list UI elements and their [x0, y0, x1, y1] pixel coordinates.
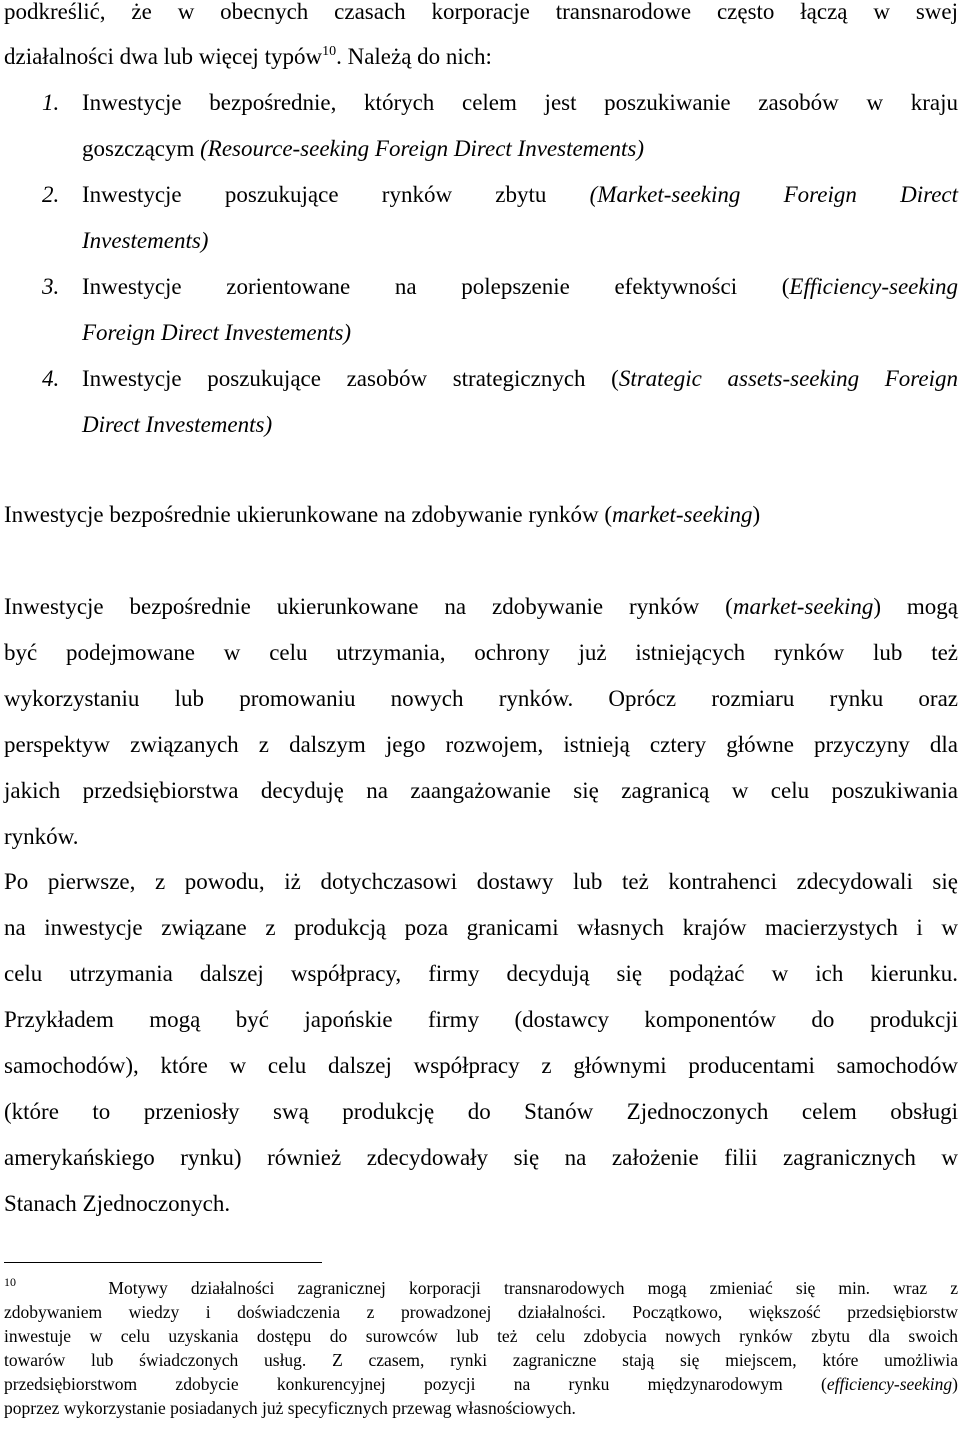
list-item-2-line-1	[82, 180, 958, 210]
list-number: 4.	[42, 366, 60, 391]
intro-line-1	[4, 0, 958, 27]
para-text: samochodów), które w celu dalszej współpracy z głównymi producentami samochodów	[4, 1053, 958, 1078]
para-text: być podejmowane w celu utrzymania, ochrony już istniejących rynków lub też	[4, 640, 958, 665]
footnote-line-1	[4, 1276, 958, 1300]
list-italic-text: (Resource-seeking Foreign Direct Investements)	[200, 136, 644, 161]
footnote-line-5	[4, 1372, 958, 1396]
heading-text: Inwestycje bezpośrednie ukierunkowane na zdobywanie rynków (	[4, 502, 613, 527]
list-item-1-line-1	[82, 88, 958, 118]
footnote-line-3	[4, 1324, 958, 1348]
footnote-text: zdobywaniem wiedzy i doświadczenia z prowadzonej działalności. Początkowo, większość przedsiębiorstw	[4, 1302, 958, 1322]
footnote-text: poprzez wykorzystanie posiadanych już specyficznych przewag własnościowych.	[4, 1398, 576, 1418]
para-text: perspektyw związanych z dalszym jego rozwojem, istnieją cztery główne przyczyny dla	[4, 732, 958, 757]
footnote-text: Motywy działalności zagranicznej korporacji transnarodowych mogą zmieniać się min. wraz z	[108, 1278, 958, 1298]
para-text: na inwestycje związane z produkcją poza granicami własnych krajów macierzystych i w	[4, 915, 958, 940]
footnote-separator	[4, 1262, 322, 1263]
para-text: (które to przeniosły swą produkcję do Stanów Zjednoczonych celem obsługi	[4, 1099, 958, 1124]
list-italic-text: Investements)	[82, 228, 209, 253]
list-italic-text: Efficiency-seeking	[789, 274, 958, 299]
heading-italic-text: market-seeking	[612, 502, 753, 527]
list-italic-text: Strategic assets-seeking Foreign	[618, 366, 958, 391]
footnote-line-4	[4, 1348, 958, 1372]
list-item-4-line-1	[82, 364, 958, 394]
list-italic-text: Foreign Direct Investements)	[82, 320, 352, 345]
para-text: wykorzystaniu lub promowaniu nowych rynków. Oprócz rozmiaru rynku oraz	[4, 686, 958, 711]
list-italic-text: (Market-seeking Foreign Direct	[589, 182, 958, 207]
list-text: Inwestycje poszukujące zasobów strategicznych (	[82, 366, 619, 391]
list-number: 1.	[42, 90, 60, 115]
list-item-2-line-2	[82, 226, 958, 256]
intro-text: . Należą do nich:	[336, 44, 492, 69]
para-text: Inwestycje bezpośrednie ukierunkowane na zdobywanie rynków (	[4, 594, 733, 619]
para-text: rynków.	[4, 824, 79, 849]
para-italic-text: market-seeking	[732, 594, 874, 619]
para-text: celu utrzymania dalszej współpracy, firmy decydują się podążać w ich kierunku.	[4, 961, 958, 986]
list-text: Inwestycje bezpośrednie, których celem jest poszukiwanie zasobów w kraju	[82, 90, 958, 115]
para2-line-4	[4, 1005, 958, 1035]
para1-line-2	[4, 638, 958, 668]
list-italic-text: Direct Investements)	[82, 412, 273, 437]
footnote-number: 10	[4, 1275, 16, 1289]
footnote-line-2	[4, 1300, 958, 1324]
intro-line-2	[4, 42, 958, 72]
para2-line-5	[4, 1051, 958, 1081]
footnote-text: towarów lub świadczonych usług. Z czasem, rynki zagraniczne stają się miejscem, które umożliwia	[4, 1350, 958, 1370]
para1-line-3	[4, 684, 958, 714]
list-text: Inwestycje zorientowane na polepszenie efektywności (	[82, 274, 790, 299]
list-number: 3.	[42, 274, 60, 299]
footnote-text: przedsiębiorstwom zdobycie konkurencyjnej pozycji na rynku międzynarodowym (	[4, 1374, 827, 1394]
footnote-text: )	[952, 1374, 958, 1394]
para-text: ) mogą	[873, 594, 958, 619]
para1-line-4	[4, 730, 958, 760]
para-text: Przykładem mogą być japońskie firmy (dostawcy komponentów do produkcji	[4, 1007, 958, 1032]
footnote-reference[interactable]: 10	[322, 44, 337, 59]
para2-line-8	[4, 1189, 958, 1219]
list-text: goszczącym	[82, 136, 201, 161]
para2-line-6	[4, 1097, 958, 1127]
intro-text: podkreślić, że w obecnych czasach korporacje transnarodowe często łączą w swej	[4, 0, 958, 24]
list-number: 2.	[42, 182, 60, 207]
para-text: jakich przedsiębiorstwa decyduję na zaangażowanie się zagranicą w celu poszukiwania	[4, 778, 958, 803]
list-item-1-line-2	[82, 134, 958, 164]
heading-text: )	[752, 502, 761, 527]
para1-line-5	[4, 776, 958, 806]
para-text: Stanach Zjednoczonych.	[4, 1191, 231, 1216]
para2-line-1	[4, 867, 958, 897]
list-item-3-line-1	[82, 272, 958, 302]
para-text: Po pierwsze, z powodu, iż dotychczasowi dostawy lub też kontrahenci zdecydowali się	[4, 869, 958, 894]
footnote-line-6	[4, 1396, 958, 1420]
para1-line-6	[4, 822, 958, 852]
section-heading	[4, 500, 958, 530]
intro-text: działalności dwa lub więcej typów	[4, 44, 323, 69]
para2-line-2	[4, 913, 958, 943]
para2-line-3	[4, 959, 958, 989]
para-text: amerykańskiego rynku) również zdecydowały się na założenie filii zagranicznych w	[4, 1145, 958, 1170]
list-item-4-line-2	[82, 410, 958, 440]
list-text: Inwestycje poszukujące rynków zbytu	[82, 182, 590, 207]
footnote-text: inwestuje w celu uzyskania dostępu do surowców lub też celu zdobycia nowych rynków zbytu dla swoich	[4, 1326, 958, 1346]
list-item-3-line-2	[82, 318, 958, 348]
para1-line-1	[4, 592, 958, 622]
para2-line-7	[4, 1143, 958, 1173]
footnote-italic-text: efficiency-seeking	[826, 1374, 953, 1394]
